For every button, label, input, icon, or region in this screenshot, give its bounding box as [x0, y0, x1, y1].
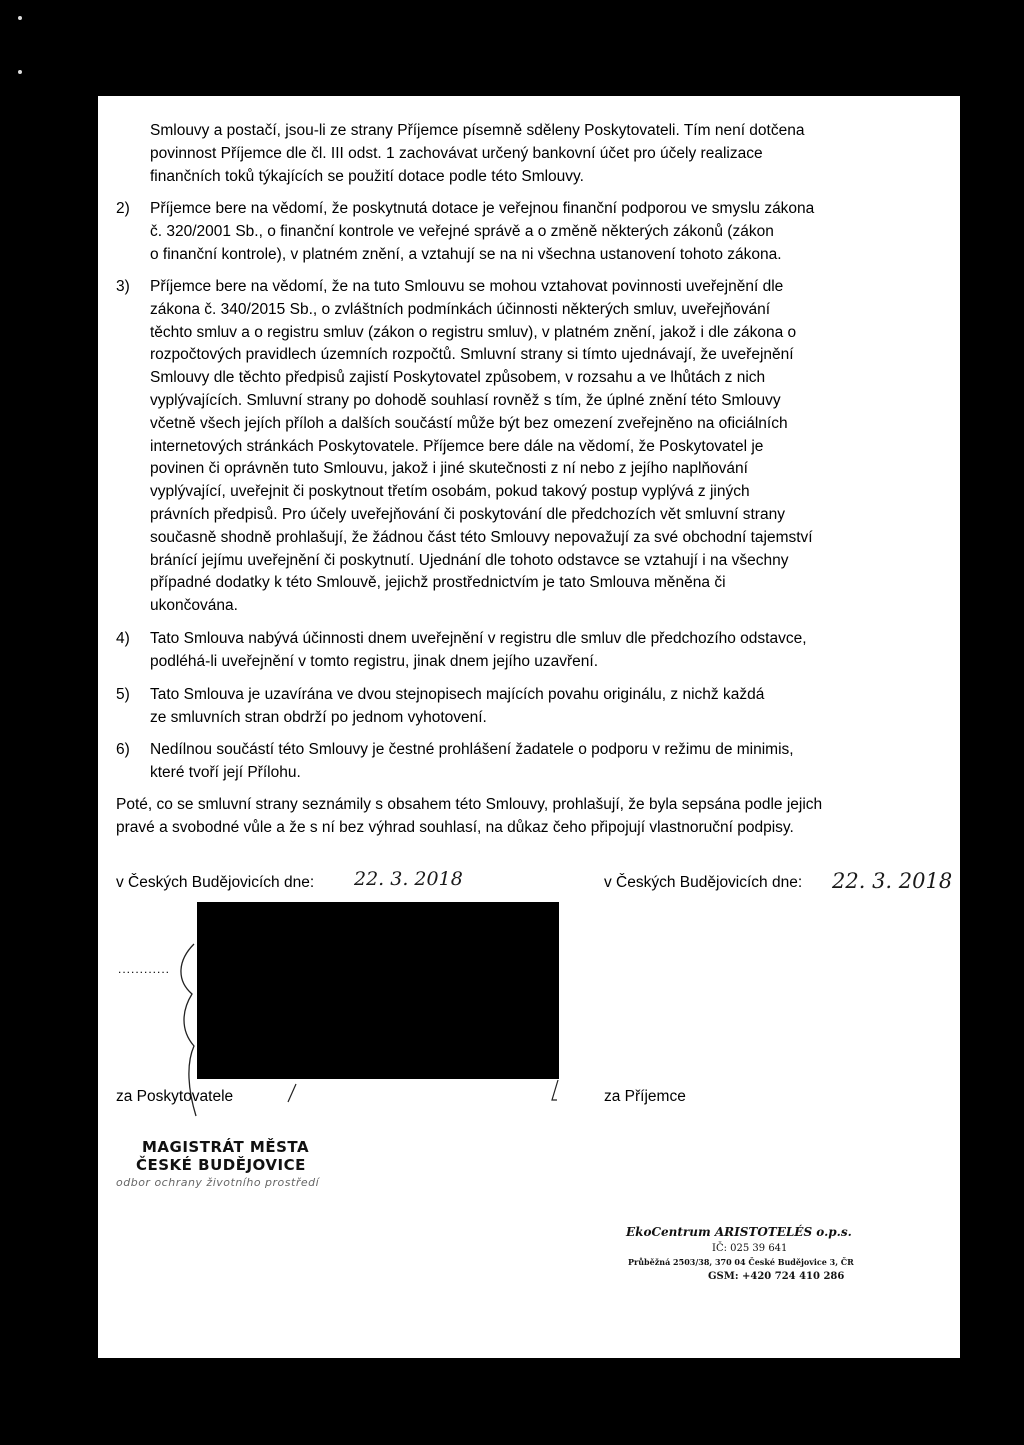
text-line: Smlouvy a postačí, jsou-li ze strany Příjemce písemně sděleny Poskytovateli. Tím není dotčena: [150, 122, 805, 139]
clause-number: 6): [116, 741, 130, 758]
scan-border-left: [0, 0, 98, 1445]
text-line: podléhá-li uveřejnění v tomto registru, jinak dnem jejího uzavření.: [150, 652, 599, 670]
right-signature-place: v Českých Budějovicích dne:: [604, 874, 803, 891]
closing-paragraph: [116, 794, 896, 840]
scan-border-bottom: [0, 1358, 1024, 1445]
left-signature-label: za Poskytovatele: [116, 1088, 234, 1105]
text-line: povinnost Příjemce dle čl. III odst. 1 zachovávat určený bankovní účet pro účely realizace: [150, 144, 763, 162]
text-line: případné dodatky k této Smlouvě, jejichž prostřednictvím je tato Smlouva měněna či: [150, 574, 726, 592]
signature-dots: ............: [118, 962, 171, 976]
text-line: o finanční kontrole), v platném znění, a vztahují se na ni všechna ustanovení tohoto zákona.: [150, 245, 782, 263]
clause-5-text: [150, 684, 896, 730]
text-line: které tvoří její Přílohu.: [150, 763, 301, 781]
text-line: č. 320/2001 Sb., o finanční kontrole ve veřejné správě a o změně některých zákonů (zákon: [150, 222, 774, 240]
text-line: právních předpisů. Pro účely uveřejňování či poskytování dle předchozích vět smluvní strany: [150, 505, 785, 523]
stamp-left-line3: odbor ochrany životního prostředí: [116, 1176, 320, 1189]
scan-speck: [18, 16, 22, 20]
clause-number: 3): [116, 278, 130, 295]
text-line: vyplývající, uveřejnit či poskytnout třetím osobám, pokud takový postup vyplývá z jiných: [150, 483, 750, 501]
signature-scribble: [286, 1080, 300, 1110]
text-line: ze smluvních stran obdrží po jednom vyhotovení.: [150, 708, 487, 726]
text-line: pravé a svobodné vůle a že s ní bez výhrad souhlasí, na důkaz čeho připojují vlastnoruční podpisy.: [116, 818, 794, 836]
text-line: rozpočtových pravidlech územních rozpočtů. Smluvní strany si tímto ujednávají, že uveřejnění: [150, 346, 794, 364]
clause-number: 4): [116, 630, 130, 647]
intro-paragraph: [150, 120, 896, 188]
right-signature-date: 22. 3. 2018: [832, 869, 953, 893]
text-line: povinen či oprávněn tuto Smlouvu, jakož i jiné skutečnosti z ní nebo z jejího naplňování: [150, 460, 748, 478]
scan-border-top: [0, 0, 1024, 96]
text-line: těchto smluv a o registru smluv (zákon o registru smluv), v platném znění, jakož i dle zákona o: [150, 323, 797, 341]
scan-speck: [18, 70, 22, 74]
text-line: Smlouvy dle těchto předpisů zajistí Poskytovatel způsobem, v rozsahu a ve lhůtách z nich: [150, 369, 766, 387]
clause-4-text: [150, 628, 896, 674]
left-signature-place: v Českých Budějovicích dne:: [116, 874, 315, 891]
text-line: ukončována.: [150, 597, 238, 615]
text-line: finančních toků týkajících se použití dotace podle této Smlouvy.: [150, 167, 584, 185]
stamp-right-line2: IČ: 025 39 641: [712, 1243, 788, 1254]
text-line: bránící jejímu uveřejnění či poskytnutí. Ujednání dle tohoto odstavce se vztahují i na všechny: [150, 551, 789, 569]
text-line: Příjemce bere na vědomí, že na tuto Smlouvu se mohou vztahovat povinnosti uveřejnění dle: [150, 278, 784, 295]
clause-number: 2): [116, 200, 130, 217]
text-line: zákona č. 340/2015 Sb., o zvláštních podmínkách účinnosti některých smluv, uveřejňování: [150, 300, 771, 318]
left-signature-date: 22. 3. 2018: [354, 868, 463, 890]
clause-3-text: [150, 276, 896, 618]
clause-number: 5): [116, 686, 130, 703]
stamp-right-line1: EkoCentrum ARISTOTELÉS o.p.s.: [626, 1225, 852, 1239]
right-signature-label: za Příjemce: [604, 1088, 686, 1105]
redacted-signature-area: [197, 902, 559, 1079]
stamp-right-line3: Průběžná 2503/38, 370 04 České Budějovice 3, ČR: [628, 1257, 854, 1267]
text-line: Tato Smlouva nabývá účinnosti dnem uveřejnění v registru dle smluv dle předchozího odstavce,: [150, 630, 807, 647]
stamp-left-line1: MAGISTRÁT MĚSTA: [142, 1138, 310, 1156]
text-line: internetových stránkách Poskytovatele. Příjemce bere dále na vědomí, že Poskytovatel je: [150, 437, 764, 455]
clause-6-text: [150, 739, 896, 785]
text-line: Tato Smlouva je uzavírána ve dvou stejnopisech majících povahu originálu, z nichž každá: [150, 686, 765, 703]
text-line: Poté, co se smluvní strany seznámily s obsahem této Smlouvy, prohlašují, že byla sepsána podle jejich: [116, 796, 823, 813]
text-line: Příjemce bere na vědomí, že poskytnutá dotace je veřejnou finanční podporou ve smyslu zákona: [150, 200, 815, 217]
text-line: současně shodně prohlašují, že žádnou část této Smlouvy nepovažují za své obchodní tajemství: [150, 528, 813, 546]
stamp-right-line4: GSM: +420 724 410 286: [708, 1271, 845, 1282]
text-line: vyplývajících. Smluvní strany po dohodě souhlasí rovněž s tím, že úplné znění této Smlouvy: [150, 391, 781, 409]
text-line: Nedílnou součástí této Smlouvy je čestné prohlášení žadatele o podporu v režimu de minimis,: [150, 741, 794, 758]
scan-border-right: [960, 0, 1024, 1445]
text-line: včetně všech jejích příloh a dalších součástí může být bez omezení zveřejněno na oficiálních: [150, 414, 788, 432]
signature-scribble: [548, 1078, 562, 1108]
clause-2-text: [150, 198, 896, 266]
stamp-left-line2: ČESKÉ BUDĚJOVICE: [136, 1156, 306, 1174]
